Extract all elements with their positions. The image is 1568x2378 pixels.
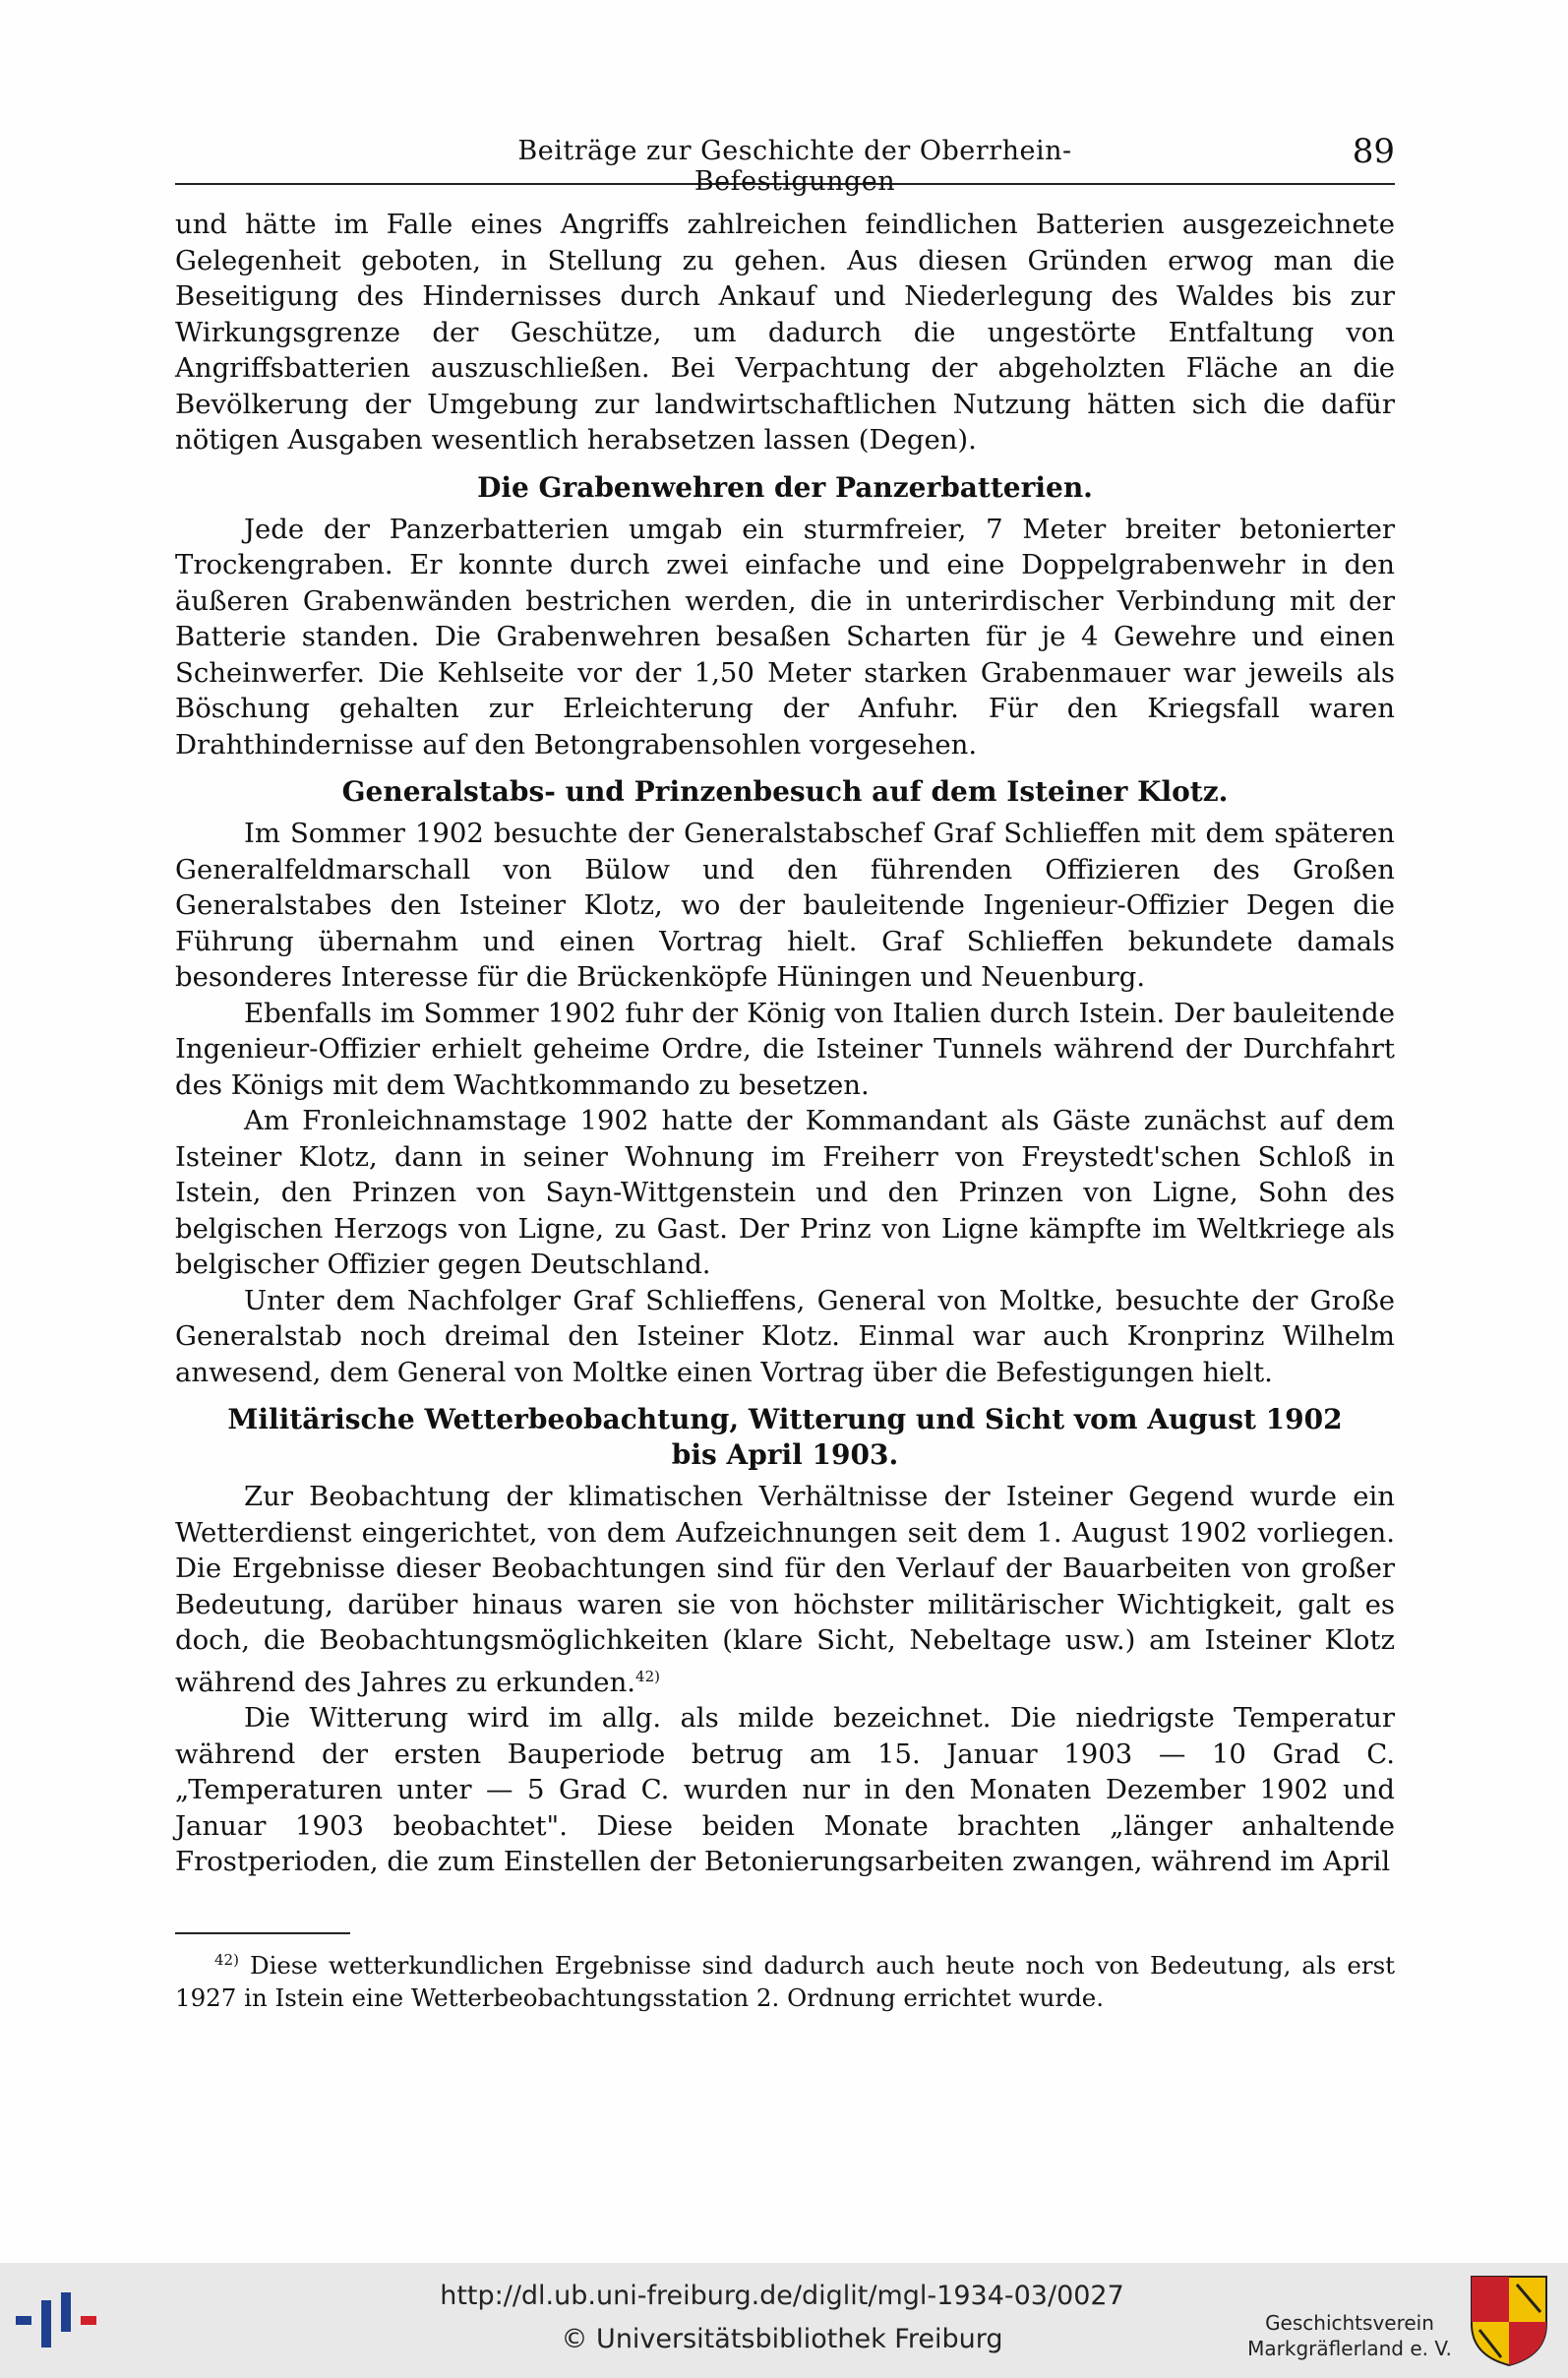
footnotes bbox=[175, 1944, 1395, 2014]
paragraph: Im Sommer 1902 besuchte der Generalstabschef Graf Schlieffen mit dem späteren Generalfeldmarschall von Bülow und den führenden Offizieren des Großen Generalstabes den Isteiner Klotz, wo der bauleitende Ingenieur-Offizier Degen die Führung übernahm und einen Vortrag hielt. Graf Schlieffen bekundete damals besonderes Interesse für die Brückenköpfe Hüningen und Neuenburg. bbox=[175, 818, 1395, 993]
organization-name bbox=[1241, 2310, 1458, 2361]
section-heading: Die Grabenwehren der Panzerbatterien. bbox=[477, 470, 1093, 504]
paragraph: Jede der Panzerbatterien umgab ein sturmfreier, 7 Meter breiter betonierter Trockengraben. Er konnte durch zwei einfache und eine Doppelgrabenwehr in den äußeren Grabenwänden bestrichen werden, die in unterirdischer Verbindung mit der Batterie standen. Die Grabenwehren besaßen Scharten für je 4 Gewehre und einen Scheinwerfer. Die Kehlseite vor der 1,50 Meter starken Grabenmauer war jeweils als Böschung gehalten zur Erleichterung der Anfuhr. Für den Kriegsfall waren Drahthindernisse auf den Betongrabensohlen vorgesehen. bbox=[175, 513, 1395, 761]
footnote-number: 42) bbox=[214, 1951, 239, 1969]
running-head bbox=[175, 132, 1395, 197]
body-text bbox=[175, 207, 1395, 1880]
paragraph: und hätte im Falle eines Angriffs zahlreichen feindlichen Batterien ausgezeichnete Gelegenheit geboten, in Stellung zu gehen. Aus diesen Gründen erwog man die Beseitigung des Hindernisses durch Ankauf und Niederlegung des Waldes bis zur Wirkungsgrenze der Geschütze, um dadurch die ungestörte Entfaltung von Angriffsbatterien auszuschließen. Bei Verpachtung der abgeholzten Fläche an die Bevölkerung der Umgebung zur landwirtschaftlichen Nutzung hätten sich die dafür nötigen Ausgaben wesentlich herabsetzen lassen (Degen). bbox=[175, 209, 1395, 456]
paragraph: Die Witterung wird im allg. als milde bezeichnet. Die niedrigste Temperatur während der ersten Bauperiode betrug am 15. Januar 1903 — 10 Grad C. „Temperaturen unter — 5 Grad C. wurden nur in den Monaten Dezember 1902 und Januar 1903 beobachtet". Diese beiden Monate brachten „länger anhaltende Frostperioden, die zum Einstellen der Betonierungsarbeiten zwangen, während im April bbox=[175, 1702, 1395, 1878]
footnote-divider bbox=[175, 1932, 350, 1934]
paragraph bbox=[175, 1479, 1395, 1700]
coat-of-arms-icon[interactable] bbox=[1468, 2273, 1550, 2367]
organization-name-line: Markgräflerland e. V. bbox=[1247, 2337, 1452, 2360]
paragraph: Am Fronleichnamstage 1902 hatte der Kommandant als Gäste zunächst auf dem Isteiner Klotz, dann in seiner Wohnung im Freiherr von Freystedt'schen Schloß in Istein, den Prinzen von Sayn-Wittgenstein und den Prinzen von Ligne, Sohn des belgischen Herzogs von Ligne, zu Gast. Der Prinz von Ligne kämpfte im Weltkriege als belgischer Offizier gegen Deutschland. bbox=[175, 1105, 1395, 1280]
footnote bbox=[175, 1944, 1395, 2014]
heading-line: Militärische Wetterbeobachtung, Witterung und Sicht vom August 1902 bbox=[227, 1403, 1343, 1435]
section-heading bbox=[175, 1402, 1395, 1473]
library-logo-icon[interactable] bbox=[16, 2288, 102, 2353]
viewer-footer bbox=[0, 2263, 1568, 2378]
footnote-reference[interactable]: 42) bbox=[635, 1667, 660, 1685]
heading-line: bis April 1903. bbox=[671, 1438, 899, 1471]
organization-name-line: Geschichtsverein bbox=[1265, 2311, 1434, 2335]
paragraph: Ebenfalls im Sommer 1902 fuhr der König von Italien durch Istein. Der bauleitende Ingenieur-Offizier erhielt geheime Ordre, die Isteiner Tunnels während der Durchfahrt des Königs mit dem Wachtkommando zu besetzen. bbox=[175, 997, 1395, 1101]
page-number: 89 bbox=[1352, 132, 1395, 171]
running-title: Beiträge zur Geschichte der Oberrhein-Befestigungen bbox=[517, 136, 1072, 197]
copyright-notice: © Universitätsbibliothek Freiburg bbox=[561, 2324, 1003, 2354]
paragraph: Unter dem Nachfolger Graf Schlieffens, General von Moltke, besuchte der Große Generalstab noch dreimal den Isteiner Klotz. Einmal war auch Kronprinz Wilhelm anwesend, dem General von Moltke einen Vortrag über die Befestigungen hielt. bbox=[175, 1284, 1395, 1388]
section-heading: Generalstabs- und Prinzenbesuch auf dem Isteiner Klotz. bbox=[341, 775, 1229, 808]
source-url-link[interactable]: http://dl.ub.uni-freiburg.de/diglit/mgl-1934-03/0027 bbox=[440, 2281, 1124, 2311]
footnote-text: Diese wetterkundlichen Ergebnisse sind dadurch auch heute noch von Bedeutung, als erst 1927 in Istein eine Wetterbeobachtungsstation 2. Ordnung errichtet wurde. bbox=[175, 1951, 1395, 2013]
paragraph-text: Zur Beobachtung der klimatischen Verhältnisse der Isteiner Gegend wurde ein Wetterdienst eingerichtet, von dem Aufzeichnungen seit dem 1. August 1902 vorliegen. Die Ergebnisse dieser Beobachtungen sind für den Verlauf der Bauarbeiten von großer Bedeutung, darüber hinaus waren sie von höchster militärischer Wichtigkeit, galt es doch, die Beobachtungsmöglichkeiten (klare Sicht, Nebeltage usw.) am Isteiner Klotz während des Jahres zu erkunden. bbox=[175, 1481, 1395, 1698]
